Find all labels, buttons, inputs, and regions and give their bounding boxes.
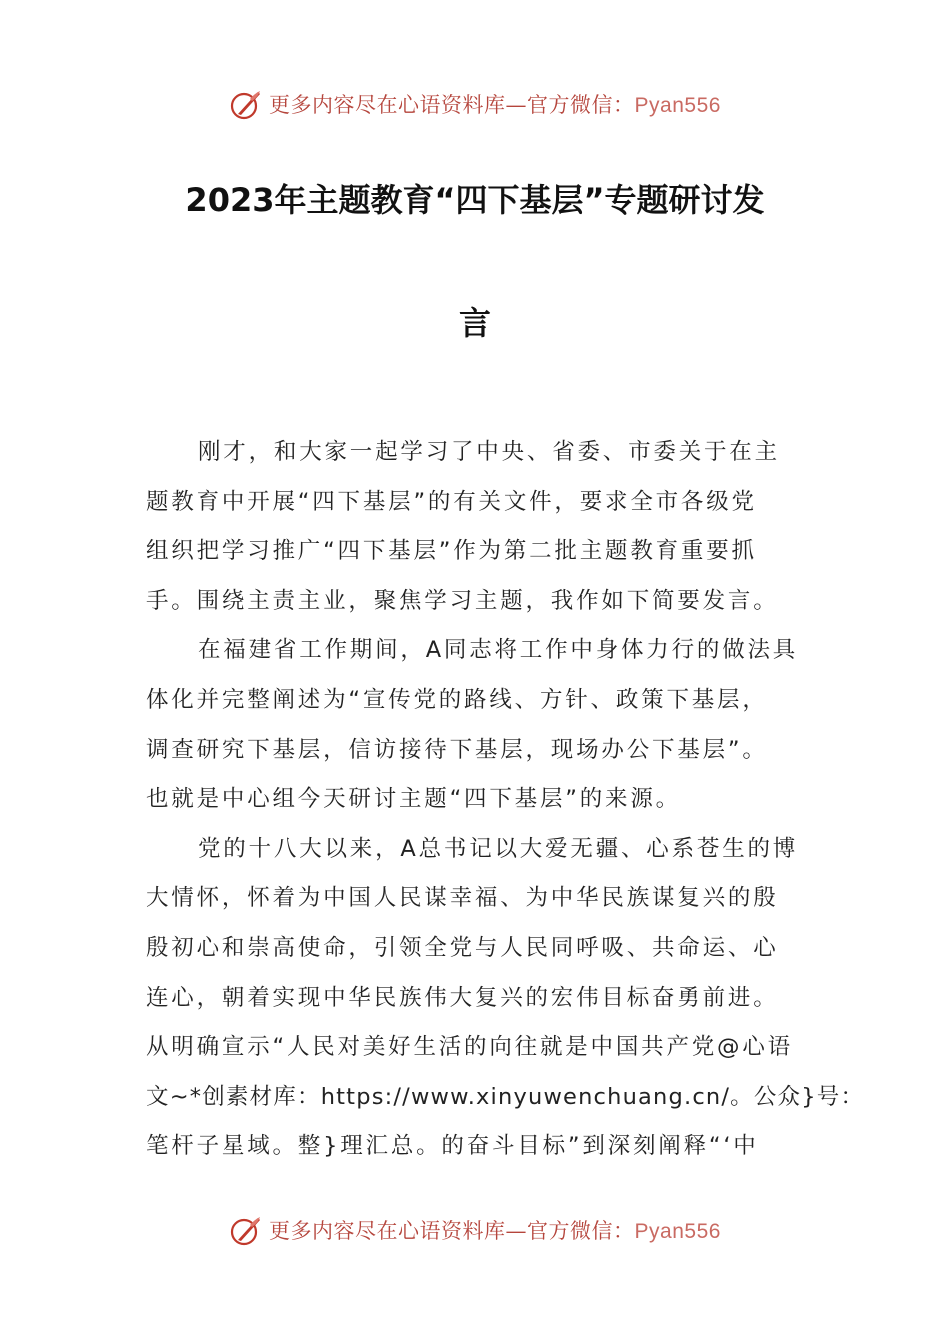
text-line: 体化并完整阐述为“宣传党的路线、方针、政策下基层， xyxy=(146,686,768,713)
footer-watermark xyxy=(0,1210,950,1250)
text-line: 题教育中开展“四下基层”的有关文件，要求全市各级党 xyxy=(146,488,757,515)
text-line: 刚才，和大家一起学习了中央、省委、市委关于在主 xyxy=(198,439,780,465)
text-line: 连心，朝着实现中华民族伟大复兴的宏伟目标奋勇前进。 xyxy=(146,984,779,1011)
text-line: 从明确宣示“人民对美好生活的向往就是中国共产党@心语 xyxy=(146,1034,793,1061)
text-line: 文~*创素材库：https://www.xinyuwenchuang.cn/。公众}号： xyxy=(146,1083,865,1110)
paragraph-2 xyxy=(146,626,811,824)
text-line: 调查研究下基层，信访接待下基层，现场办公下基层”。 xyxy=(146,736,768,763)
header-watermark xyxy=(0,84,950,124)
quill-logo-icon xyxy=(229,1213,263,1247)
watermark-text: 更多内容尽在心语资料库—官方微信：Pyan556 xyxy=(269,1219,721,1243)
document-title-line-2: 言 xyxy=(458,304,491,342)
quill-logo-icon xyxy=(229,87,263,121)
text-line: 组织把学习推广“四下基层”作为第二批主题教育重要抓 xyxy=(146,538,757,565)
document-title-line-1: 2023年主题教育“四下基层”专题研讨发 xyxy=(185,181,765,219)
paragraph-1 xyxy=(146,428,811,626)
text-line: 也就是中心组今天研讨主题“四下基层”的来源。 xyxy=(146,786,681,813)
text-line: 大情怀，怀着为中国人民谋幸福、为中华民族谋复兴的殷 xyxy=(146,885,779,912)
text-line: 笔杆子星域。整}理汇总。的奋斗目标”到深刻阐释“‘中 xyxy=(146,1133,759,1160)
text-line: 殷初心和崇高使命，引领全党与人民同呼吸、共命运、心 xyxy=(146,934,779,961)
text-line: 手。围绕主责主业，聚焦学习主题，我作如下简要发言。 xyxy=(146,587,779,614)
text-line: 在福建省工作期间，A同志将工作中身体力行的做法具 xyxy=(198,637,799,664)
watermark-text: 更多内容尽在心语资料库—官方微信：Pyan556 xyxy=(269,93,721,117)
document-body xyxy=(146,428,865,1172)
text-line: 党的十八大以来，A总书记以大爱无疆、心系苍生的博 xyxy=(198,835,799,862)
paragraph-3 xyxy=(146,825,865,1172)
